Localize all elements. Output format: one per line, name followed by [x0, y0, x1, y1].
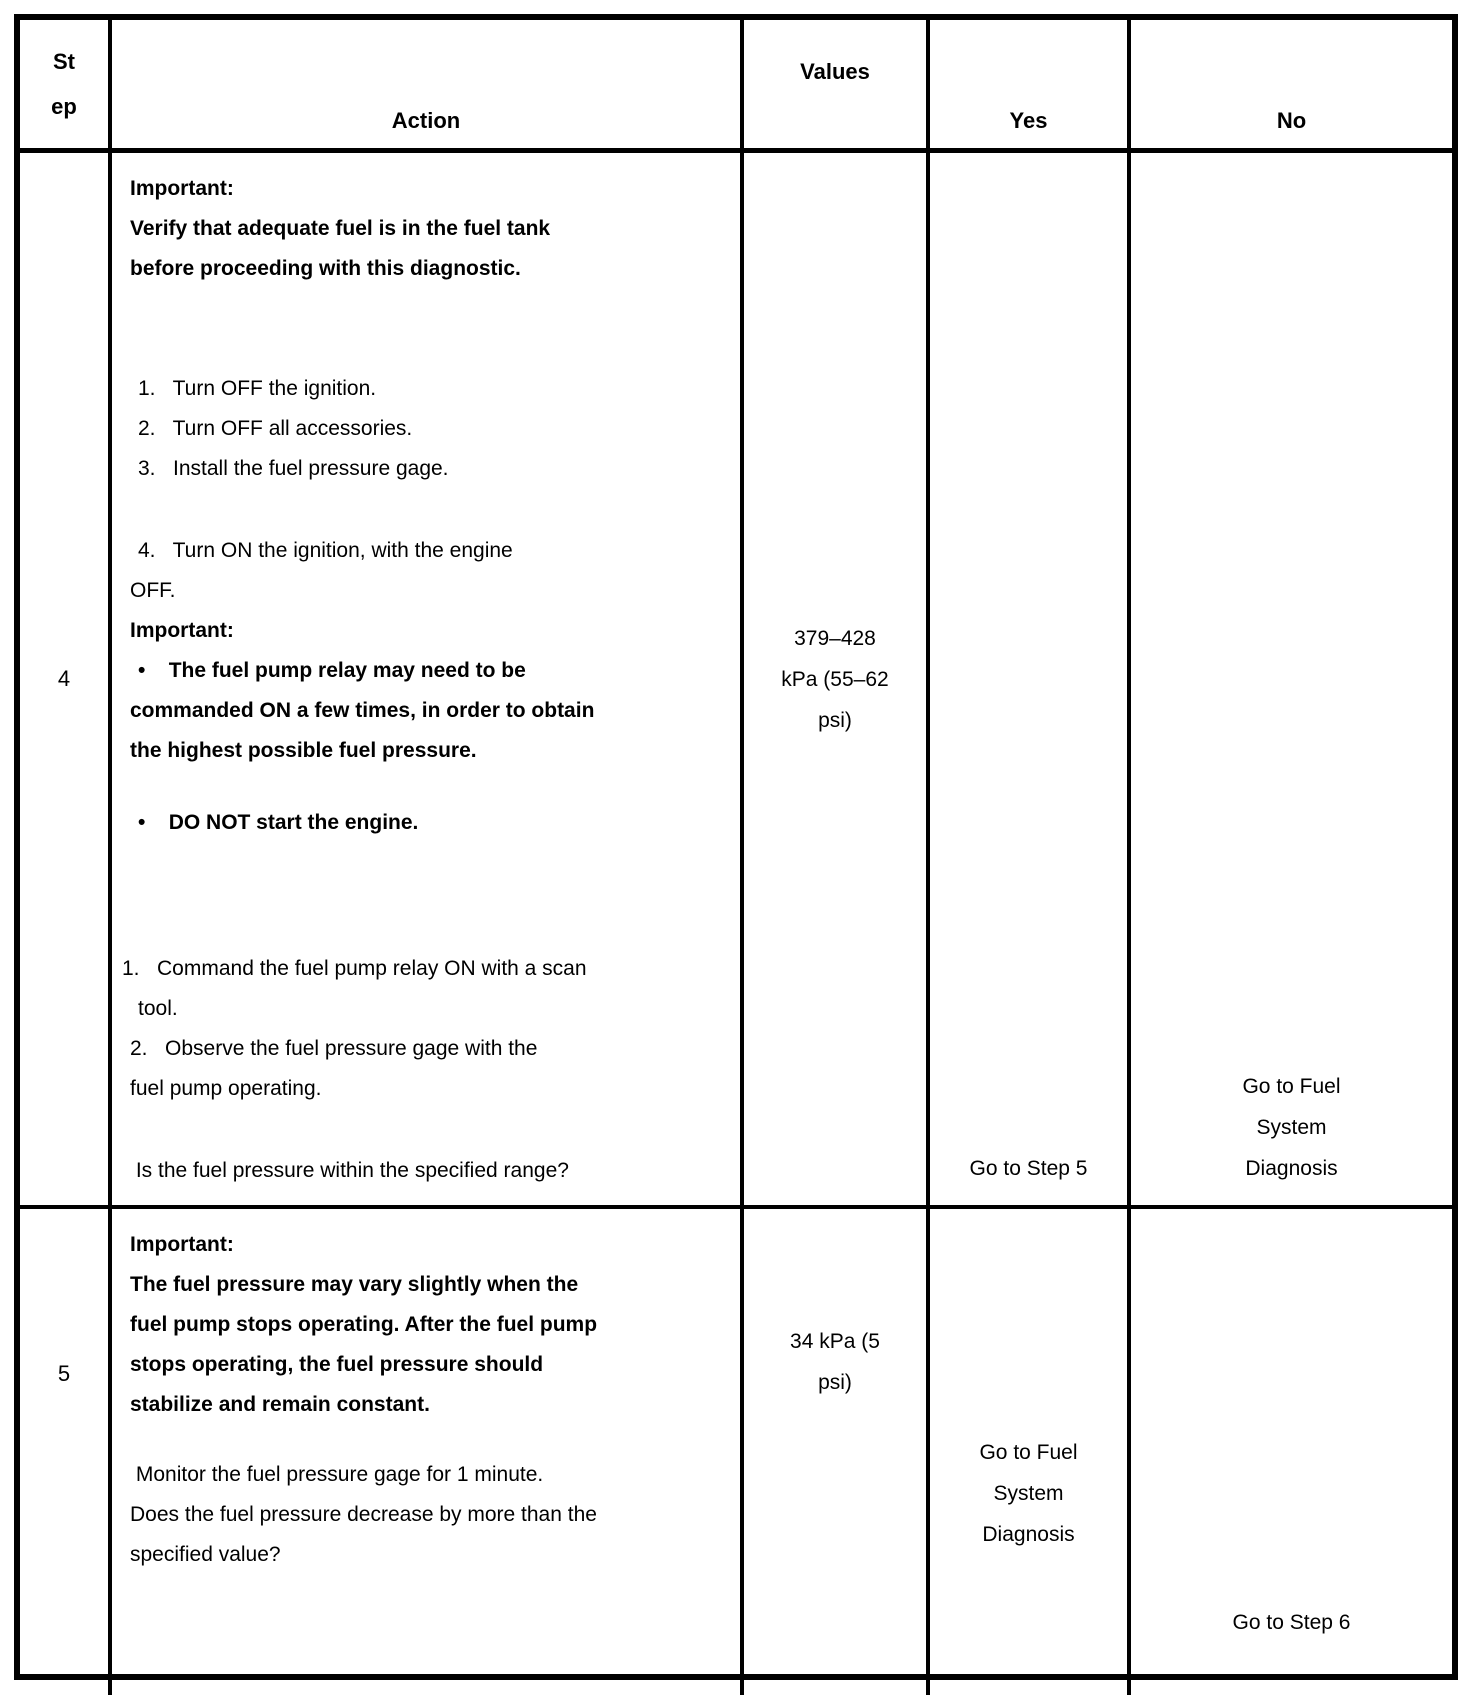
action-line: 3. Install the fuel pressure gage.	[138, 457, 449, 480]
yes-line: System	[993, 1482, 1064, 1505]
step-number-cell	[20, 153, 112, 1205]
values-line: psi)	[818, 1371, 852, 1394]
values-line: psi)	[818, 708, 852, 732]
header-no	[1131, 20, 1452, 148]
step-number-cell	[20, 1209, 112, 1695]
action-cell	[112, 153, 744, 1205]
spacer	[122, 843, 726, 949]
action-line: specified value?	[130, 1543, 281, 1566]
action-line: • The fuel pump relay may need to be	[138, 659, 526, 682]
action-line: 4. Turn ON the ignition, with the engine	[138, 539, 513, 562]
yes-cell	[930, 1209, 1131, 1695]
action-line: OFF.	[130, 579, 176, 602]
step-number: 5	[57, 1361, 71, 1386]
yes-line: Go to Fuel	[979, 1441, 1078, 1464]
action-line: 2. Observe the fuel pressure gage with the	[130, 1037, 538, 1060]
action-line: Monitor the fuel pressure gage for 1 minute.	[130, 1463, 544, 1486]
action-line: 1. Command the fuel pump relay ON with a scan	[122, 957, 587, 980]
header-action	[112, 20, 744, 148]
header-action-label: Action	[391, 108, 461, 133]
values-cell	[744, 1209, 930, 1695]
values-line: 379–428	[794, 626, 876, 650]
yes-line: Diagnosis	[982, 1523, 1075, 1546]
action-line: Verify that adequate fuel is in the fuel tank	[130, 217, 551, 240]
no-line: System	[1256, 1116, 1327, 1139]
action-line: Does the fuel pressure decrease by more than the	[130, 1503, 597, 1526]
action-line: Is the fuel pressure within the specified range?	[130, 1159, 569, 1182]
action-line: Important:	[130, 177, 234, 200]
yes-cell	[930, 153, 1131, 1205]
header-step	[20, 20, 112, 148]
table-row-step-5	[20, 1209, 1452, 1695]
step-number: 4	[57, 666, 71, 691]
spacer	[122, 289, 726, 369]
no-line: Go to Fuel	[1242, 1075, 1341, 1098]
spacer	[122, 771, 726, 803]
action-line: Important:	[130, 619, 234, 642]
yes-line: Go to Step 5	[969, 1157, 1088, 1180]
spacer	[122, 1109, 726, 1151]
header-values	[744, 20, 930, 148]
no-line: Diagnosis	[1245, 1157, 1338, 1180]
action-cell	[112, 1209, 744, 1695]
action-line: the highest possible fuel pressure.	[130, 739, 477, 762]
action-line: fuel pump operating.	[130, 1077, 322, 1100]
values-line: kPa (55–62	[781, 667, 889, 691]
header-step-line2: ep	[51, 94, 77, 119]
action-line: 2. Turn OFF all accessories.	[138, 417, 413, 440]
action-line: before proceeding with this diagnostic.	[130, 257, 521, 280]
action-line: The fuel pressure may vary slightly when the	[130, 1273, 579, 1296]
action-line: • DO NOT start the engine.	[138, 811, 419, 834]
diagnostic-table	[14, 14, 1458, 1680]
action-line: stabilize and remain constant.	[130, 1393, 430, 1416]
action-line: fuel pump stops operating. After the fuel pump	[130, 1313, 598, 1336]
header-yes-label: Yes	[1009, 108, 1048, 133]
header-values-label: Values	[800, 59, 870, 84]
action-line: tool.	[138, 997, 178, 1020]
values-line: 34 kPa (5	[790, 1330, 880, 1353]
action-line: 1. Turn OFF the ignition.	[138, 377, 377, 400]
table-row-step-4	[20, 153, 1452, 1209]
spacer	[122, 489, 726, 531]
header-step-line1: St	[53, 49, 75, 74]
header-no-label: No	[1276, 108, 1307, 133]
action-line: Important:	[130, 1233, 234, 1256]
table-header-row	[20, 20, 1452, 153]
spacer	[122, 1425, 726, 1455]
no-cell	[1131, 1209, 1452, 1695]
no-line: Go to Step 6	[1232, 1611, 1351, 1634]
no-cell	[1131, 153, 1452, 1205]
action-line: commanded ON a few times, in order to obtain	[130, 699, 595, 722]
header-yes	[930, 20, 1131, 148]
values-cell	[744, 153, 930, 1205]
action-line: stops operating, the fuel pressure should	[130, 1353, 544, 1376]
